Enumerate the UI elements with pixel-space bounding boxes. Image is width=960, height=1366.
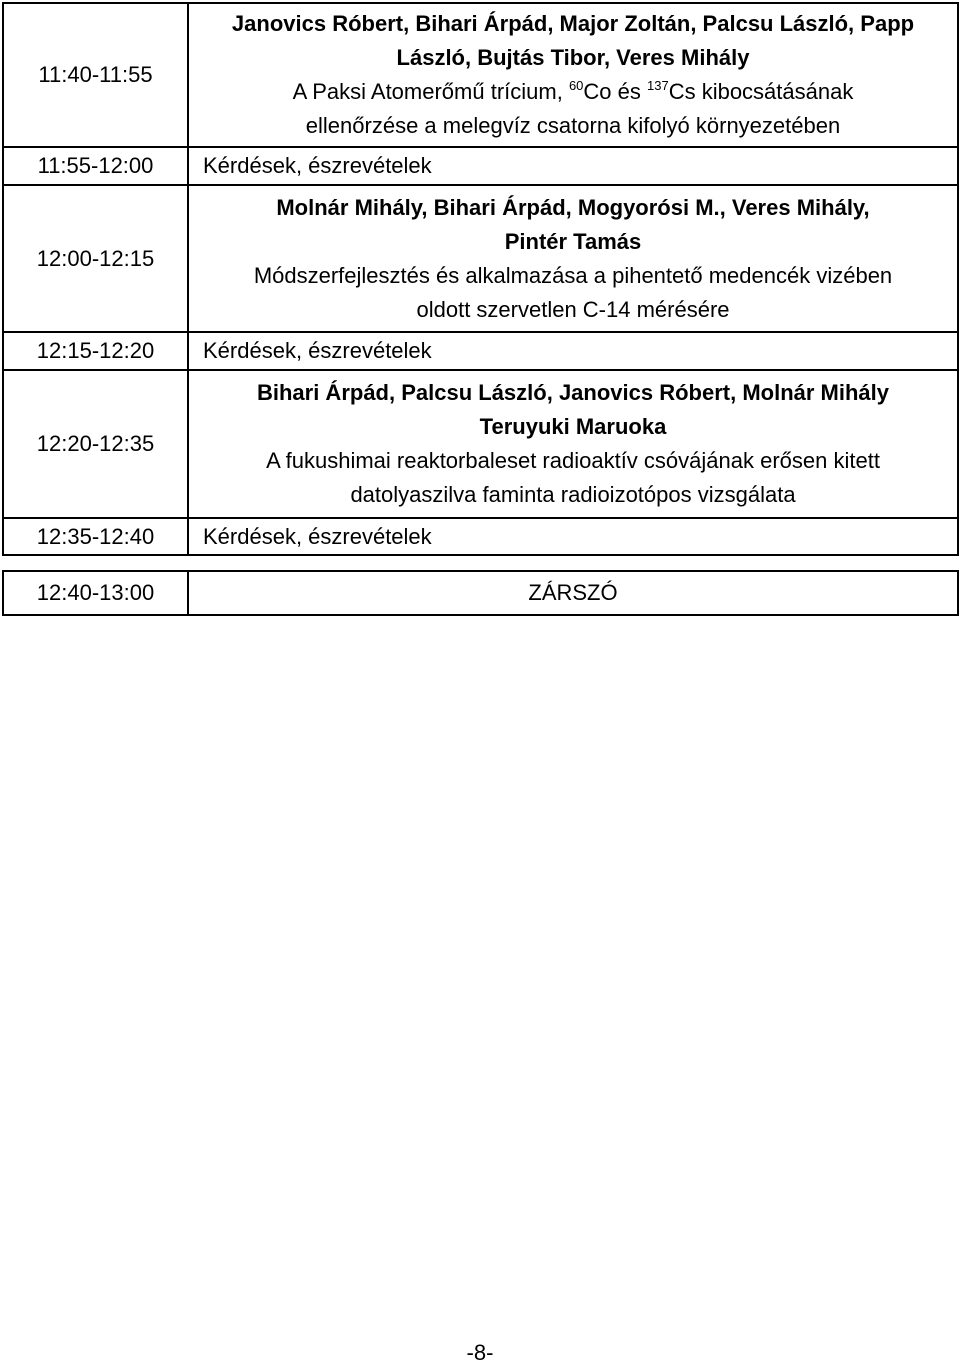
isotope-mass-number: 137 bbox=[647, 78, 669, 93]
session-authors bbox=[189, 7, 957, 75]
questions-text: Kérdések, észrevételek bbox=[188, 518, 958, 555]
schedule-row bbox=[3, 3, 958, 147]
title-part: A Paksi Atomerőmű trícium, bbox=[292, 79, 569, 104]
title-line: oldott szervetlen C-14 mérésére bbox=[416, 296, 730, 322]
session-title bbox=[189, 259, 957, 327]
questions-text: Kérdések, észrevételek bbox=[188, 147, 958, 185]
authors-line: Pintér Tamás bbox=[504, 228, 642, 254]
title-part: Co és bbox=[583, 79, 647, 104]
session-time: 12:15-12:20 bbox=[3, 332, 188, 370]
authors-line: Molnár Mihály, Bihari Árpád, Mogyorósi M., Veres Mihály, bbox=[276, 194, 870, 220]
authors-line: László, Bujtás Tibor, Veres Mihály bbox=[396, 45, 750, 70]
authors-line: Bihari Árpád, Palcsu László, Janovics Róbert, Molnár Mihály bbox=[256, 380, 890, 405]
schedule-row bbox=[3, 518, 958, 555]
closing-row bbox=[3, 571, 958, 615]
schedule-row bbox=[3, 332, 958, 370]
isotope-mass-number: 60 bbox=[568, 78, 584, 93]
session-time: 12:35-12:40 bbox=[3, 518, 188, 555]
session-content bbox=[188, 185, 958, 332]
closing-table bbox=[2, 570, 959, 616]
closing-time: 12:40-13:00 bbox=[3, 571, 188, 615]
session-time: 12:20-12:35 bbox=[3, 370, 188, 518]
title-line: datolyaszilva faminta radioizotópos vizsgálata bbox=[350, 482, 796, 507]
program-table bbox=[2, 2, 959, 556]
session-title bbox=[189, 75, 957, 143]
title-line: Módszerfejlesztés és alkalmazása a pihentető medencék vizében bbox=[253, 262, 893, 288]
schedule-row bbox=[3, 185, 958, 332]
session-time: 12:00-12:15 bbox=[3, 185, 188, 332]
closing-text: ZÁRSZÓ bbox=[188, 571, 958, 615]
session-content bbox=[188, 370, 958, 518]
schedule-row bbox=[3, 370, 958, 518]
authors-line: Teruyuki Maruoka bbox=[479, 414, 667, 439]
session-title bbox=[189, 444, 957, 512]
session-content bbox=[188, 3, 958, 147]
authors-line: Janovics Róbert, Bihari Árpád, Major Zoltán, Palcsu László, Papp bbox=[231, 11, 915, 36]
session-authors bbox=[189, 376, 957, 444]
schedule-row bbox=[3, 147, 958, 185]
page-number: -8- bbox=[466, 1340, 494, 1365]
title-part: Cs kibocsátásának bbox=[668, 79, 854, 104]
questions-text: Kérdések, észrevételek bbox=[188, 332, 958, 370]
title-line: ellenőrzése a melegvíz csatorna kifolyó környezetében bbox=[305, 113, 841, 138]
session-authors bbox=[189, 191, 957, 259]
session-time: 11:55-12:00 bbox=[3, 147, 188, 185]
session-time: 11:40-11:55 bbox=[3, 3, 188, 147]
title-line: A fukushimai reaktorbaleset radioaktív csóvájának erősen kitett bbox=[266, 448, 880, 473]
